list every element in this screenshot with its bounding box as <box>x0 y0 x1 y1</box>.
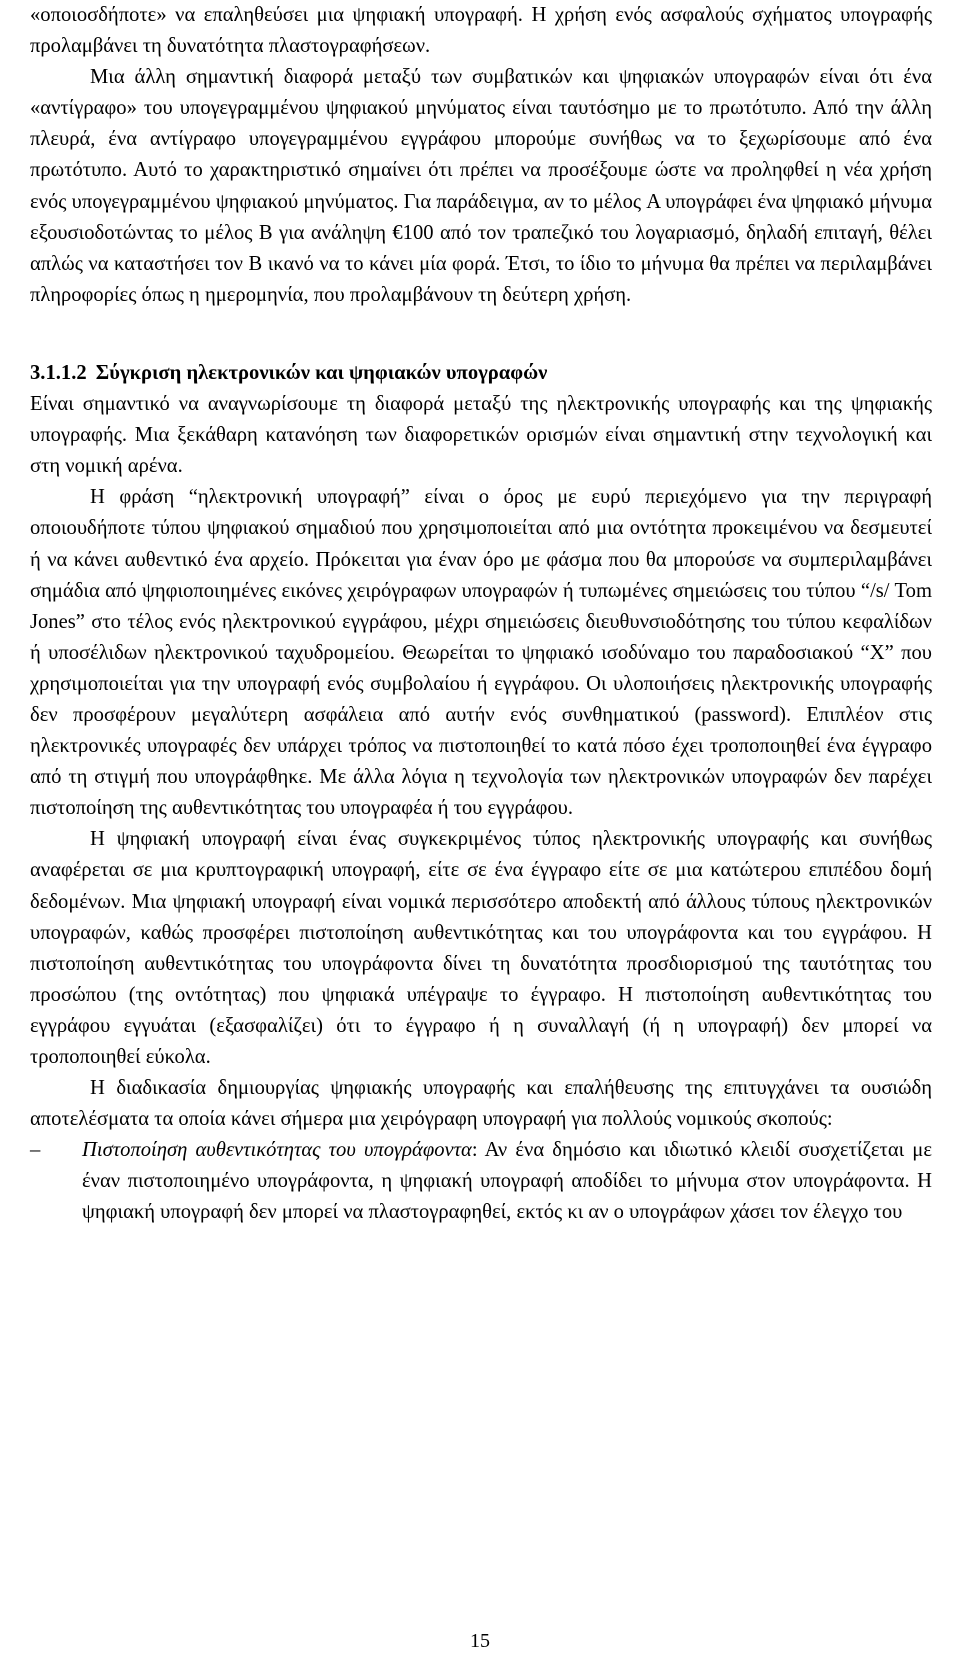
list-item <box>30 1135 932 1228</box>
list-dash: – <box>30 1139 41 1162</box>
intro-paragraph-2: Μια άλλη σημαντική διαφορά μεταξύ των συμβατικών και ψηφιακών υπογραφών είναι ότι ένα «αντίγραφο» του υπογεγραμμένου ψηφιακού μηνύματος είναι ταυτόσημο με το πρωτότυπο. Από την άλλη πλευρά, ένα αντίγραφο υπογεγραμμένου εγγράφου μπορούμε συνήθως να το ξεχωρίσουμε από ένα πρωτότυπο. Αυτό το χαρακτηριστικό σημαίνει ότι πρέπει να προσέξουμε ώστε να προληφθεί η νέα χρήση ενός υπογεγραμμένου ψηφιακού μηνύματος. Για παράδειγμα, αν το μέλος A υπογράφει ένα ψηφιακό μήνυμα εξουσιοδοτώντας το μέλος B για ανάληψη €100 από τον τραπεζικό του λογαριασμό, δηλαδή επιταγή, θέλει απλώς να καταστήσει τον B ικανό να το κάνει μία φορά. Έτσι, το ίδιο το μήνυμα θα πρέπει να περιλαμβάνει πληροφορίες όπως η ημερομηνία, που προλαμβάνουν τη δεύτερη χρήση. <box>30 66 932 306</box>
section-paragraph-1: Είναι σημαντικό να αναγνωρίσουμε τη διαφορά μεταξύ της ηλεκτρονικής υπογραφής και της ψηφιακής υπογραφής. Μια ξεκάθαρη κατανόηση των διαφορετικών ορισμών είναι σημαντική στην τεχνολογική και στη νομική αρένα. <box>30 393 932 478</box>
section-title: Σύγκριση ηλεκτρονικών και ψηφιακών υπογραφών <box>95 361 548 384</box>
list-item-text: : Αν ένα δημόσιο και ιδιωτικό κλειδί συσχετίζεται με έναν πιστοποιημένο υπογράφοντα, η ψηφιακή υπογραφή αποδίδει το μήνυμα στον υπογράφοντα. Η ψηφιακή υπογραφή δεν μπορεί να πλαστογραφηθεί, εκτός κι αν ο υπογράφων χάσει τον έλεγχο του <box>82 1139 932 1224</box>
section-paragraph-2: Η φράση “ηλεκτρονική υπογραφή” είναι ο όρος με ευρύ περιεχόμενο για την περιγραφή οποιουδήποτε τύπου ψηφιακού σημαδιού που χρησιμοποιείται από μια οντότητα προκειμένου να δεσμευτεί ή να κάνει αυθεντικό ένα αρχείο. Πρόκειται για έναν όρο με φάσμα που θα μπορούσε να συμπεριλαμβάνει σημάδια από ψηφιοποιημένες εικόνες χειρόγραφων υπογραφών ή τυπωμένες σημειώσεις του τύπου “/s/ Tom Jones” στο τέλος ενός ηλεκτρονικού εγγράφου, μέχρι σημειώσεις διευθυνσιοδότησης του τύπου κεφαλίδων ή υποσέλιδων ηλεκτρονικού ταχυδρομείου. Θεωρείται το ψηφιακό ισοδύναμο του παραδοσιακού “X” που χρησιμοποιείται για την υπογραφή ενός συμβολαίου ή εγγράφου. Οι υλοποιήσεις ηλεκτρονικής υπογραφής δεν προσφέρουν μεγαλύτερη ασφάλεια από αυτήν ενός συνθηματικού (password). Επιπλέον στις ηλεκτρονικές υπογραφές δεν υπάρχει τρόπος να πιστοποιηθεί το κατά πόσο έχει τροποποιηθεί ένα έγγραφο από τη στιγμή που υπογράφθηκε. Με άλλα λόγια η τεχνολογία των ηλεκτρονικών υπογραφών δεν παρέχει πιστοποίηση της αυθεντικότητας του υπογραφέα ή του εγγράφου. <box>30 486 932 820</box>
section-paragraph-3: Η ψηφιακή υπογραφή είναι ένας συγκεκριμένος τύπος ηλεκτρονικής υπογραφής και συνήθως αναφέρεται σε μια κρυπτογραφική υπογραφή, είτε σε ένα έγγραφο είτε σε μια κατώτερου επιπέδου δομή δεδομένων. Μια ψηφιακή υπογραφή είναι νομικά περισσότερο αποδεκτή από άλλους τύπους ηλεκτρονικών υπογραφών, καθώς προσφέρει πιστοποίηση αυθεντικότητας και του υπογράφοντα και του εγγράφου. Η πιστοποίηση αυθεντικότητας του υπογράφοντα δίνει τη δυνατότητα προσδιορισμού της ταυτότητας του προσώπου (της οντότητας) που ψηφιακά υπέγραψε το έγγραφο. Η πιστοποίηση αυθεντικότητας του εγγράφου εγγυάται (εξασφαλίζει) ότι το έγγραφο ή η συναλλαγή (ή η υπογραφή) δεν μπορεί να τροποποιηθεί εύκολα. <box>30 828 932 1068</box>
section-heading <box>30 358 932 389</box>
intro-paragraph-1: «οποιοσδήποτε» να επαληθεύσει μια ψηφιακή υπογραφή. Η χρήση ενός ασφαλούς σχήματος υπογραφής προλαμβάνει τη δυνατότητα πλαστογραφήσεων. <box>30 4 932 58</box>
section-paragraph-4: Η διαδικασία δημιουργίας ψηφιακής υπογραφής και επαλήθευσης της επιτυγχάνει τα ουσιώδη αποτελέσματα τα οποία κάνει σήμερα μια χειρόγραφη υπογραφή για πολλούς νομικούς σκοπούς: <box>30 1077 932 1131</box>
document-page <box>30 0 932 1229</box>
section-number: 3.1.1.2 <box>30 361 87 384</box>
list-item-term: Πιστοποίηση αυθεντικότητας του υπογράφοντα <box>82 1139 472 1162</box>
page-number: 15 <box>470 1630 490 1652</box>
